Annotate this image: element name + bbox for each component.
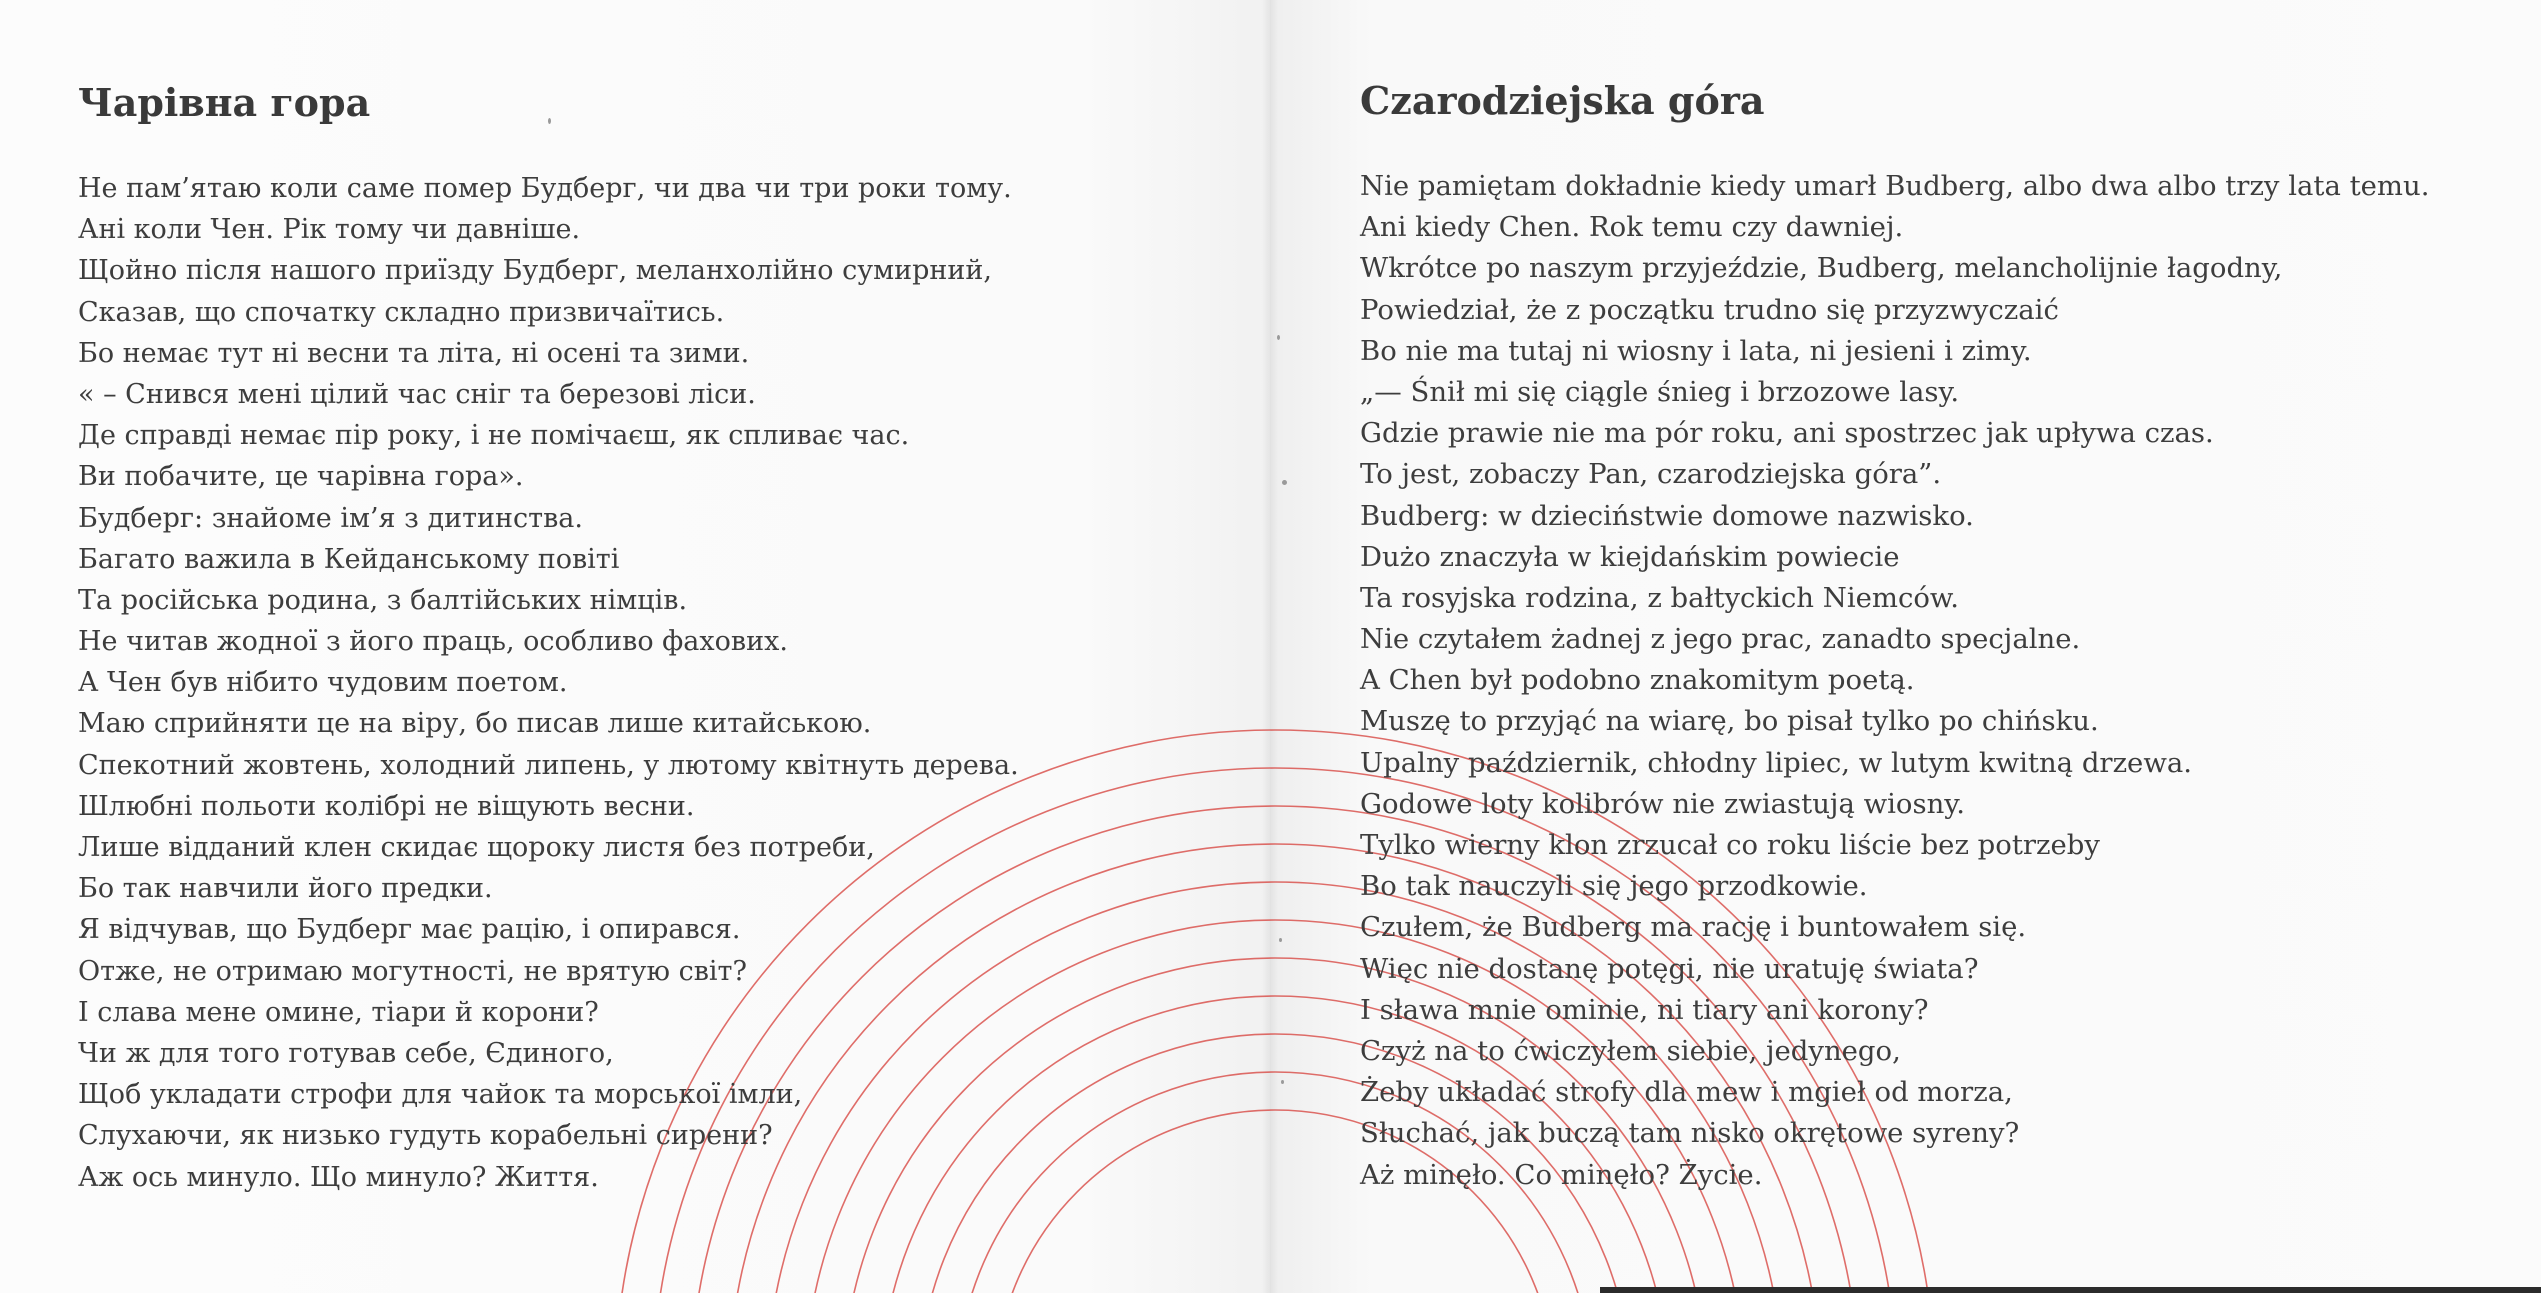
ukrainian-poem-line: Отже, не отримаю могутності, не врятую світ? [78, 955, 747, 987]
ukrainian-poem-line: Та російська родина, з балтійських німців. [78, 584, 688, 616]
ukrainian-poem-line: Бо немає тут ні весни та літа, ні осені та зими. [78, 337, 750, 369]
poem-title-polish: Czarodziejska góra [1360, 78, 1765, 123]
poem-lines-ukrainian [78, 168, 1019, 1198]
paper-speck [1277, 335, 1280, 340]
ukrainian-poem-line: Шлюбні польоти колібрі не віщують весни. [78, 790, 695, 822]
polish-poem-line: Ani kiedy Chen. Rok temu czy dawniej. [1360, 211, 1904, 244]
ukrainian-poem-line: Слухаючи, як низько гудуть корабельні сирени? [78, 1120, 773, 1152]
polish-poem-line: To jest, zobaczy Pan, czarodziejska góra”. [1360, 458, 1942, 491]
page-bottom-edge [1600, 1287, 2541, 1293]
polish-poem-line: A Chen był podobno znakomitym poetą. [1360, 664, 1915, 697]
ukrainian-poem-line: Де справді немає пір року, і не помічаєш, як спливає час. [78, 420, 910, 452]
polish-poem-line: Czułem, że Budberg ma rację i buntowałem się. [1360, 911, 2027, 944]
ukrainian-poem-line: « – Снився мені цілий час сніг та березові ліси. [78, 378, 756, 410]
polish-poem-line: Tylko wierny klon zrzucał co roku liście bez potrzeby [1360, 829, 2100, 861]
paper-speck [1281, 1080, 1284, 1084]
polish-poem-line: Bo tak nauczyli się jego przodkowie. [1360, 870, 1868, 903]
paper-speck [1282, 480, 1287, 485]
ukrainian-poem-line: Сказав, що спочатку складно призвичаїтись. [78, 296, 725, 328]
ukrainian-poem-line: Чи ж для того готував себе, Єдиного, [78, 1037, 614, 1069]
polish-poem-line: Słuchać, jak buczą tam nisko okrętowe syreny? [1360, 1117, 2020, 1150]
poem-title-ukrainian: Чарівна гора [78, 80, 371, 125]
polish-poem-line: Żeby układać strofy dla mew i mgieł od morza, [1360, 1076, 2013, 1109]
ukrainian-poem-line: Багато важила в Кейданському повіті [78, 543, 620, 575]
polish-poem-line: Gdzie prawie nie ma pór roku, ani spostrzec jak upływa czas. [1360, 417, 2214, 450]
polish-poem-line: Godowe loty kolibrów nie zwiastują wiosny. [1360, 787, 1965, 820]
ukrainian-poem-line: Не читав жодної з його праць, особливо фахових. [78, 626, 788, 658]
ukrainian-poem-line: Маю сприйняти це на віру, бо писав лише китайською. [78, 708, 872, 740]
polish-poem-line: Bo nie ma tutaj ni wiosny i lata, ni jesieni i zimy. [1360, 334, 2032, 367]
paper-speck [548, 118, 551, 124]
ukrainian-poem-line: Ви побачите, це чарівна гора». [78, 461, 524, 493]
polish-poem-line: Dużo znaczyła w kiejdańskim powiecie [1360, 540, 1900, 573]
ukrainian-poem-line: Я відчував, що Будберг має рацію, і опирався. [78, 914, 741, 946]
polish-poem-line: Muszę to przyjąć na wiarę, bo pisał tylko po chińsku. [1360, 705, 2099, 738]
polish-poem-line: Budberg: w dzieciństwie domowe nazwisko. [1360, 499, 1974, 532]
polish-poem-line: Czyż na to ćwiczyłem siebie, jedynego, [1360, 1034, 1901, 1067]
polish-poem-line: Nie czytałem żadnej z jego prac, zanadto specjalne. [1360, 623, 2081, 656]
ukrainian-poem-line: Не пам’ятаю коли саме помер Будберг, чи два чи три роки тому. [78, 173, 1012, 204]
ukrainian-poem-line: І слава мене омине, тіари й корони? [78, 996, 599, 1028]
polish-poem-line: Nie pamiętam dokładnie kiedy umarł Budberg, albo dwa albo trzy lata temu. [1360, 170, 2430, 202]
polish-poem-line: Upalny październik, chłodny lipiec, w lutym kwitną drzewa. [1360, 746, 2193, 779]
polish-poem-line: Ta rosyjska rodzina, z bałtyckich Niemców. [1360, 581, 1959, 614]
ukrainian-poem-line: Аж ось минуло. Що минуло? Життя. [78, 1161, 599, 1193]
paper-speck [1279, 938, 1282, 942]
poem-lines-polish [1360, 166, 2429, 1196]
ukrainian-poem-line: Ані коли Чен. Рік тому чи давніше. [78, 214, 581, 246]
polish-poem-line: Aż minęło. Co minęło? Życie. [1360, 1158, 1763, 1191]
polish-poem-line: I sława mnie ominie, ni tiary ani korony? [1360, 993, 1929, 1026]
ukrainian-poem-line: Щоб укладати строфи для чайок та морської імли, [78, 1079, 803, 1111]
polish-poem-line: Powiedział, że z początku trudno się przyzwyczaić [1360, 293, 2059, 326]
ukrainian-poem-line: Лише відданий клен скидає щороку листя без потреби, [78, 832, 875, 863]
ukrainian-poem-line: Бо так навчили його предки. [78, 873, 493, 905]
polish-poem-line: Wkrótce po naszym przyjeździe, Budberg, melancholijnie łagodny, [1360, 252, 2283, 285]
ukrainian-poem-line: Щойно після нашого приїзду Будберг, меланхолійно сумирний, [78, 255, 992, 287]
ukrainian-poem-line: Спекотний жовтень, холодний липень, у лютому квітнуть дерева. [78, 749, 1019, 781]
polish-poem-line: Więc nie dostanę potęgi, nie uratuję świata? [1360, 952, 1979, 985]
polish-poem-line: „— Śnił mi się ciągle śnieg i brzozowe lasy. [1360, 375, 1960, 408]
ukrainian-poem-line: Будберг: знайоме ім’я з дитинства. [78, 502, 583, 534]
ukrainian-poem-line: А Чен був нібито чудовим поетом. [78, 667, 568, 699]
